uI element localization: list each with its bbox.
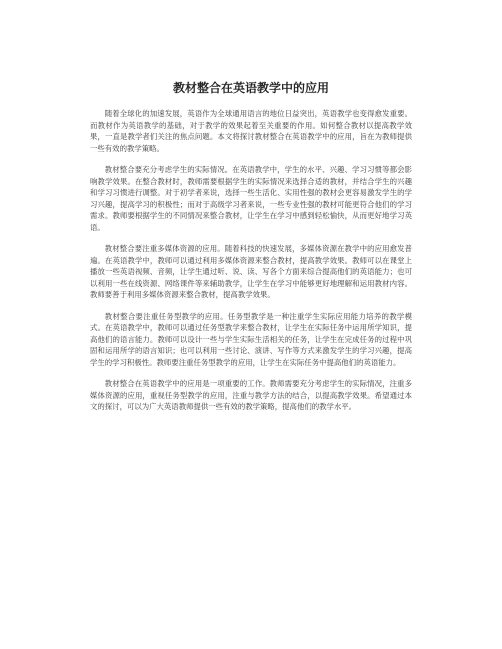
document-title: 教材整合在英语教学中的应用 [172, 81, 329, 95]
paragraph-multimedia: 教材整合要注重多媒体资源的应用。随着科技的快速发展，多媒体资源在教学中的应用愈发普遍。在英语教学中，教师可以通过利用多媒体资源来整合教材，提高教学效果。教师可以在课堂上播放一些英语视频、音频，让学生通过听、说、读、写各个方面来综合提高他们的英语能力；也可以利用一些在线资源、网络课件等来辅助教学，让学生在学习中能够更好地理解和运用教材内容。教师要善于利用多媒体资源来整合教材，提高教学效果。 [90, 244, 412, 299]
paragraph-conclusion: 教材整合在英语教学中的应用是一项重要的工作。教师需要充分考虑学生的实际情况，注重多媒体资源的应用，重视任务型教学的应用，注重与教学方法的结合，以提高教学效果。希望通过本文的探讨，可以为广大英语教师提供一些有效的教学策略，提高他们的教学水平。 [90, 379, 412, 411]
paragraph-intro: 随着全球化的加速发展，英语作为全球通用语言的地位日益突出，英语教学也变得愈发重要。而教材作为英语教学的基础，对于教学的效果起着至关重要的作用。如何整合教材以提高教学效果，一直是教学者们关注的焦点问题。本文将探讨教材整合在英语教学中的应用，旨在为教师提供一些有效的教学策略。 [90, 109, 412, 153]
paragraph-task-based: 教材整合要注重任务型教学的应用。任务型教学是一种注重学生实际应用能力培养的教学模式。在英语教学中，教师可以通过任务型教学来整合教材，让学生在实际任务中运用所学知识，提高他们的语言能力。教师可以设计一些与学生实际生活相关的任务，让学生在完成任务的过程中巩固和运用所学的语言知识；也可以利用一些讨论、演讲、写作等方式来激发学生的学习兴趣，提高学生的学习积极性。教师要注重任务型教学的应用，让学生在实际任务中提高他们的英语能力。 [90, 311, 412, 367]
document-body [90, 108, 412, 423]
paragraph-student-situation: 教材整合要充分考虑学生的实际情况。在英语教学中，学生的水平、兴趣、学习习惯等都会影响教学效果。在整合教材时，教师需要根据学生的实际情况来选择合适的教材，并结合学生的兴趣和学习习惯进行调整。对于初学者来说，选择一些生活化、实用性强的教材会更容易激发学生的学习兴趣，提高学习的积极性；而对于高级学习者来说，一些专业性强的教材可能更符合他们的学习需求。教师要根据学生的不同情况来整合教材，让学生在学习中感到轻松愉快，从而更好地学习英语。 [90, 165, 412, 232]
